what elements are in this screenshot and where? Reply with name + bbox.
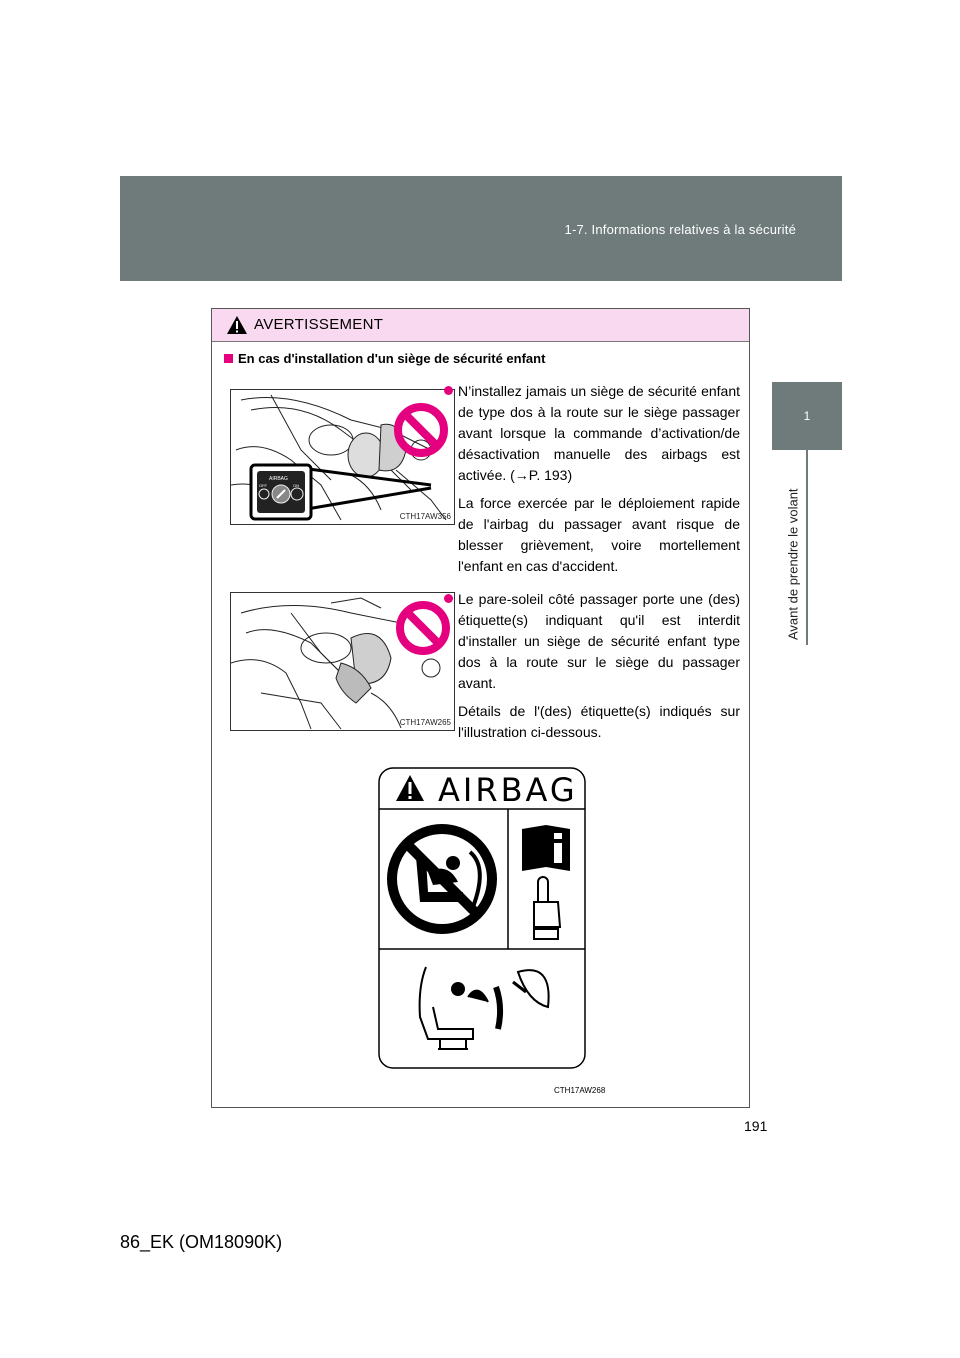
figure-child-seat bbox=[230, 592, 455, 731]
bullet-2-text: Le pare-soleil côté passager porte une (des) étiquette(s) indiquant qu'il est interdit d'installer un siège de sécurité enfant type dos à la route sur le siège du passager avant. bbox=[458, 591, 740, 691]
figure-airbag-switch bbox=[230, 389, 455, 525]
section-breadcrumb: 1-7. Informations relatives à la sécurité bbox=[564, 222, 796, 237]
warning-triangle-icon bbox=[226, 315, 248, 335]
label-code: CTH17AW268 bbox=[554, 1086, 606, 1095]
section-heading-text: En cas d'installation d'un siège de sécurité enfant bbox=[238, 351, 546, 366]
header-band bbox=[120, 176, 842, 281]
chapter-tab bbox=[772, 382, 842, 450]
switch-on-label: ON bbox=[293, 483, 299, 488]
read-manual-icon bbox=[522, 825, 570, 871]
figure-code: CTH17AW356 bbox=[399, 512, 451, 521]
chapter-divider bbox=[806, 450, 808, 645]
dashboard-illustration bbox=[231, 390, 454, 524]
section-heading bbox=[224, 351, 545, 366]
warning-title: AVERTISSEMENT bbox=[254, 316, 384, 333]
chapter-title: Avant de prendre le volant bbox=[785, 488, 801, 640]
prohibition-icon bbox=[398, 407, 444, 453]
warning-box bbox=[211, 308, 750, 1108]
bullet-2 bbox=[444, 589, 740, 750]
bullet-1-note: La force exercée par le déploiement rapide de l'airbag du passager avant risque de blesser grièvement, voire mortellement l'enfant en cas d'accident. bbox=[458, 495, 740, 574]
airbag-label-illustration bbox=[378, 767, 586, 1069]
square-bullet-icon bbox=[224, 354, 233, 363]
document-id: 86_EK (OM18090K) bbox=[120, 1232, 283, 1252]
bullet-dot-icon bbox=[444, 594, 453, 603]
bullet-dot-icon bbox=[444, 386, 453, 395]
chapter-label bbox=[769, 450, 805, 640]
label-title: AIRBAG bbox=[438, 771, 578, 809]
prohibition-icon-2 bbox=[400, 605, 446, 651]
warning-header bbox=[212, 309, 749, 342]
chapter-number: 1 bbox=[803, 409, 811, 423]
switch-off-label: OFF bbox=[259, 483, 267, 488]
passenger-seat-illustration bbox=[231, 593, 454, 730]
bullet-2-note: Détails de l'(des) étiquette(s) indiqués sur l'illustration ci-dessous. bbox=[458, 703, 740, 740]
figure-code-2: CTH17AW265 bbox=[399, 718, 451, 727]
no-rear-facing-seat-icon bbox=[392, 829, 492, 929]
bullet-1 bbox=[444, 381, 740, 584]
airbag-warning-label bbox=[378, 767, 586, 1074]
page-number: 191 bbox=[744, 1118, 768, 1134]
bullet-1-text: N’installez jamais un siège de sécurité enfant de type dos à la route sur le siège passager avant lorsque la commande d’activation/de désactivation manuelle des airbags est activée. (→P. 193) bbox=[458, 383, 740, 483]
switch-title: AIRBAG bbox=[269, 476, 288, 482]
